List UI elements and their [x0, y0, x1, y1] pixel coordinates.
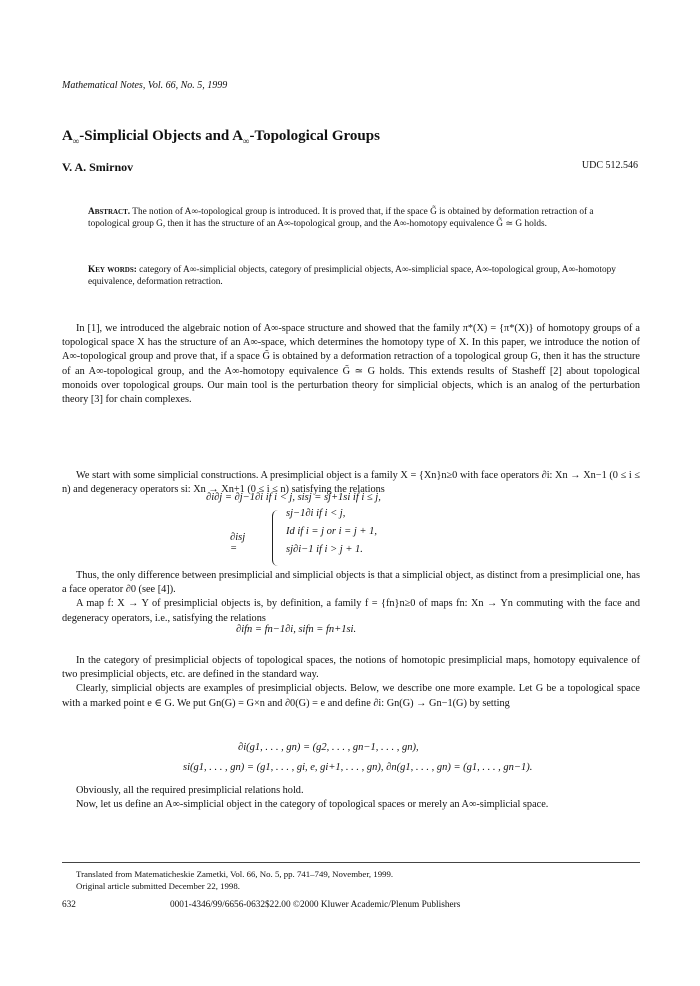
- publisher-info: 0001-4346/99/6656-0632$22.00 ©2000 Kluwer Academic/Plenum Publishers: [170, 900, 461, 910]
- equation-face-def: ∂i(g1, . . . , gn) = (g2, . . . , gn−1, . . . , gn),: [238, 742, 419, 753]
- abstract-text: The notion of A∞-topological group is introduced. It is proved that, if the space G̃ is obtained by deformation retraction of a topological group G, then it has the structure of an A∞-topological group, and the A∞-homotopy equivalence G̃ ≃ G holds.: [88, 207, 594, 229]
- keywords-text: category of A∞-simplicial objects, category of presimplicial objects, A∞-simplicial space, A∞-topological group, A∞-homotopy equivalence, deformation retraction.: [88, 265, 616, 287]
- title-subscript-2: ∞: [243, 136, 250, 146]
- footnote-divider: [62, 862, 640, 863]
- simplicial-text: We start with some simplicial constructions. A presimplicial object is a family X = {Xn}n≥0 with face operators ∂i: Xn → Xn−1 (0 ≤ i ≤ n) and degeneracy operators si: Xn → Xn+1 (0 ≤ i ≤ n) satisfying the relations: [62, 470, 640, 496]
- keywords-label: Key words:: [88, 265, 137, 275]
- title-part-2: -Simplicial Objects and A: [79, 128, 244, 144]
- maps-text: A map f: X → Y of presimplicial objects is, by definition, a family f = {fn}n≥0 of maps fn: Xn → Yn commuting with the face and degeneracy operators, i.e., satisfying the relations: [62, 598, 640, 624]
- footnote: [76, 868, 636, 892]
- category-paragraph: [62, 654, 640, 711]
- title-subscript-1: ∞: [72, 136, 80, 146]
- journal-header: Mathematical Notes, Vol. 66, No. 5, 1999: [62, 80, 228, 91]
- equation-face-degeneracy: ∂i∂j = ∂j−1∂i if i < j, sisj = sj+1si if i ≤ j,: [206, 492, 381, 503]
- abstract-label: Abstract.: [88, 207, 131, 217]
- case-line-3: sj∂i−1 if i > j + 1.: [286, 544, 363, 555]
- footnote-line-2: Original article submitted December 22, 1998.: [76, 881, 240, 891]
- cases-brace: [272, 510, 279, 566]
- title-part-3: -Topological Groups: [249, 128, 380, 144]
- case-line-2: Id if i = j or i = j + 1,: [286, 526, 377, 537]
- keywords: [88, 264, 618, 288]
- difference-text: Thus, the only difference between presimplicial and simplicial objects is that a simplicial object, as distinct from a presimplicial one, has a face operator ∂0 (see [4]).: [62, 570, 640, 596]
- abstract: [88, 206, 618, 230]
- obviously-text: Obviously, all the required presimplicial relations hold.: [76, 785, 304, 796]
- example-text: Clearly, simplicial objects are examples of presimplicial objects. Below, we describe one more example. Let G be a topological space with a marked point e ∈ G. We put Gn(G) = G×n and ∂0(G) = e and define ∂i: Gn(G) → Gn−1(G) by setting: [62, 683, 640, 709]
- author-name: V. A. Smirnov: [62, 160, 134, 174]
- equation-map-relations: ∂ifn = fn−1∂i, sifn = fn+1si.: [236, 624, 357, 635]
- cases-lhs: ∂isj =: [230, 532, 246, 554]
- footnote-line-1: Translated from Matematicheskie Zametki, Vol. 66, No. 5, pp. 741–749, November, 1999.: [76, 869, 394, 879]
- title-part-1: A: [62, 128, 73, 144]
- paper-title: [62, 128, 380, 146]
- udc-code: UDC 512.546: [581, 160, 638, 171]
- closing-paragraph: [62, 784, 640, 812]
- difference-paragraph: [62, 569, 640, 626]
- page-number: 632: [62, 900, 76, 910]
- equation-degeneracy-def: si(g1, . . . , gn) = (g1, . . . , gi, e, gi+1, . . . , gn), ∂n(g1, . . . , gn) = (g1, . . . , gn−1).: [183, 762, 533, 773]
- category-text: In the category of presimplicial objects of topological spaces, the notions of homotopic presimplicial maps, homotopy equivalence of two presimplicial objects, etc. are defined in the standard way.: [62, 655, 640, 681]
- intro-paragraph: [62, 322, 640, 407]
- intro-text: In [1], we introduced the algebraic notion of A∞-space structure and showed that the family π*(X) = {π*(X)} of homotopy groups of a topological space X has the structure of an A∞-space, which determines the homotopy type of X. In this paper, we introduce the notion of A∞-topological group and prove that, if a space G̃ is obtained by a deformation retraction of a topological group G, then it has the structure of an A∞-topological group, and the A∞-homotopy equivalence G̃ ≃ G holds. This extends results of Stasheff [2] about topological monoids over topological groups. Our main tool is the perturbation theory for simplicial objects, which is an analog of the perturbation theory [3] for chain complexes.: [62, 323, 640, 406]
- now-text: Now, let us define an A∞-simplicial object in the category of topological spaces or merely an A∞-simplicial space.: [76, 799, 549, 811]
- case-line-1: sj−1∂i if i < j,: [286, 508, 346, 519]
